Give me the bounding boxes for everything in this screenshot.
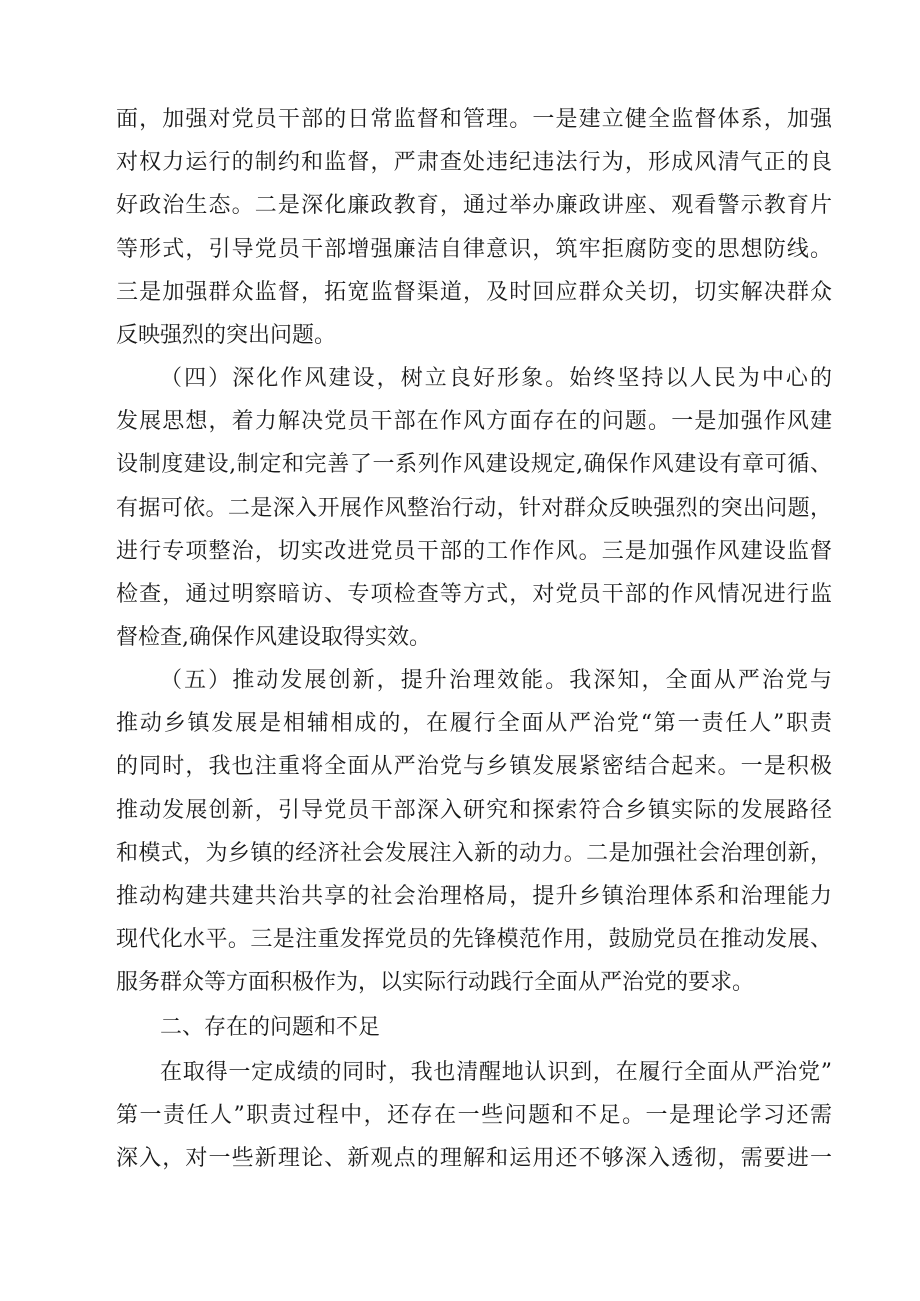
text-line: 推动乡镇发展是相辅相成的，在履行全面从严治党“第一责任人”职责 xyxy=(116,711,832,737)
text-line: 对权力运行的制约和监督，严肃查处违纪违法行为，形成风清气正的良 xyxy=(116,150,832,176)
text-line: 服务群众等方面积极作为，以实际行动践行全面从严治党的要求。 xyxy=(116,970,755,996)
text-line: 深入，对一些新理论、新观点的理解和运用还不够深入透彻，需要进一 xyxy=(116,1146,832,1172)
text-line: 推动构建共建共治共享的社会治理格局，提升乡镇治理体系和治理能力 xyxy=(116,883,832,909)
text-line: 面，加强对党员干部的日常监督和管理。一是建立健全监督体系，加强 xyxy=(116,107,832,132)
paragraph-continued xyxy=(116,98,832,357)
text-line: 反映强烈的突出问题。 xyxy=(116,322,337,348)
text-line: 现代化水平。三是注重发挥党员的先锋模范作用，鼓励党员在推动发展、 xyxy=(116,927,832,953)
paragraph-problems xyxy=(116,1051,832,1181)
text-line: 好政治生态。二是深化廉政教育，通过举办廉政讲座、观看警示教育片 xyxy=(116,193,832,219)
text-line: （四）深化作风建设，树立良好形象。始终坚持以人民为中心的 xyxy=(160,366,832,391)
text-line: 推动发展创新，引导党员干部深入研究和探索符合乡镇实际的发展路径 xyxy=(116,797,832,823)
text-line: 有据可依。二是深入开展作风整治行动，针对群众反映强烈的突出问题， xyxy=(116,495,832,521)
text-line: 进行专项整治，切实改进党员干部的工作作风。三是加强作风建设监督 xyxy=(116,538,832,564)
paragraph-four xyxy=(116,357,832,659)
text-line: （五）推动发展创新，提升治理效能。我深知，全面从严治党与 xyxy=(160,668,832,693)
text-line: 等形式，引导党员干部增强廉洁自律意识，筑牢拒腐防变的思想防线。 xyxy=(116,236,832,262)
text-line: 检查，通过明察暗访、专项检查等方式，对党员干部的作风情况进行监 xyxy=(116,581,832,607)
text-line: 设制度建设,制定和完善了一系列作风建设规定,确保作风建设有章可循、 xyxy=(116,452,832,478)
text-line: 和模式，为乡镇的经济社会发展注入新的动力。二是加强社会治理创新， xyxy=(116,840,832,866)
text-line: 的同时，我也注重将全面从严治党与乡镇发展紧密结合起来。一是积极 xyxy=(116,754,832,780)
section-heading: 二、存在的问题和不足 xyxy=(160,1015,381,1040)
text-line: 第一责任人”职责过程中，还存在一些问题和不足。一是理论学习还需 xyxy=(116,1103,832,1129)
text-line: 督检查,确保作风建设取得实效。 xyxy=(116,625,431,651)
text-line: 在取得一定成绩的同时，我也清醒地认识到，在履行全面从严治党” xyxy=(160,1060,832,1085)
text-line: 三是加强群众监督，拓宽监督渠道，及时回应群众关切，切实解决群众 xyxy=(116,279,832,305)
paragraph-five xyxy=(116,659,832,1005)
text-line: 发展思想，着力解决党员干部在作风方面存在的问题。一是加强作风建 xyxy=(116,409,832,435)
